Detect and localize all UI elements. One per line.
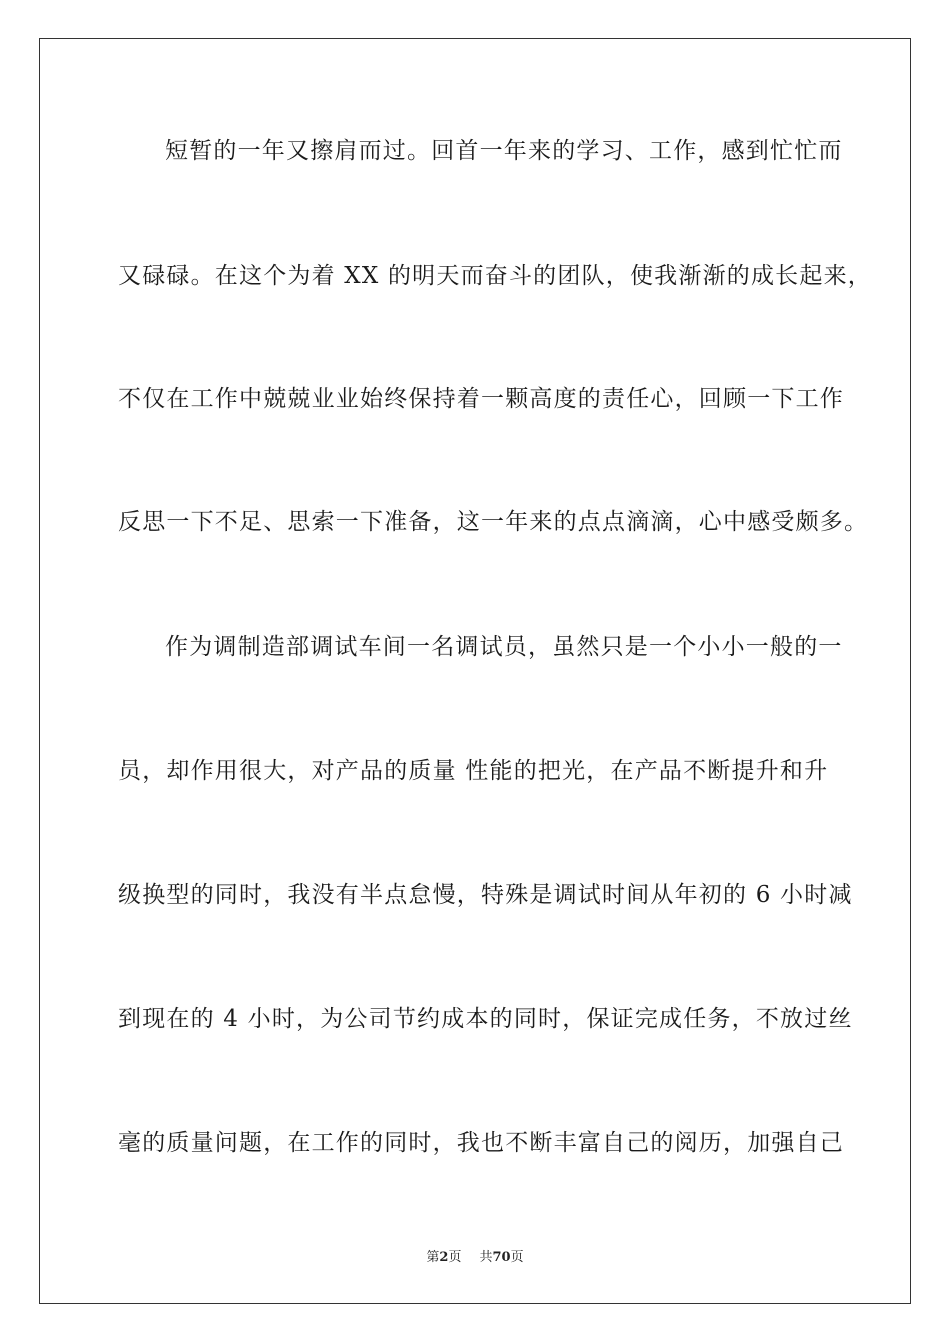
paragraph-2-line-1: 作为调制造部调试车间一名调试员，虽然只是一个小小一般的一: [165, 634, 843, 660]
paragraph-1-line-2: 又碌碌。在这个为着 XX 的明天而奋斗的团队，使我渐渐的成长起来，: [118, 263, 872, 289]
paragraph-2-line-4: 到现在的 4 小时，为公司节约成本的同时，保证完成任务，不放过丝: [118, 1006, 853, 1032]
paragraph-2-line-2: 员，却作用很大，对产品的质量 性能的把光，在产品不断提升和升: [118, 758, 829, 784]
page-footer: [0, 1246, 950, 1265]
paragraph-1-line-3: 不仅在工作中兢兢业业始终保持着一颗高度的责任心，回顾一下工作: [118, 386, 844, 412]
paragraph-2-line-5: 毫的质量问题，在工作的同时，我也不断丰富自己的阅历，加强自己: [118, 1130, 844, 1156]
page-prefix: 第: [426, 1250, 440, 1265]
total-pages: 70: [492, 1250, 511, 1265]
paragraph-1-line-1: 短暂的一年又擦肩而过。回首一年来的学习、工作，感到忙忙而: [165, 138, 843, 164]
total-suffix: 页: [510, 1250, 524, 1265]
page-frame: [39, 38, 911, 1304]
total-prefix: 共: [479, 1250, 493, 1265]
paragraph-2-line-3: 级换型的同时，我没有半点怠慢，特殊是调试时间从年初的 6 小时减: [118, 882, 853, 908]
page-suffix: 页: [448, 1250, 462, 1265]
page-number: 2: [439, 1250, 449, 1265]
paragraph-1-line-4: 反思一下不足、思索一下准备，这一年来的点点滴滴，心中感受颇多。: [118, 509, 869, 535]
